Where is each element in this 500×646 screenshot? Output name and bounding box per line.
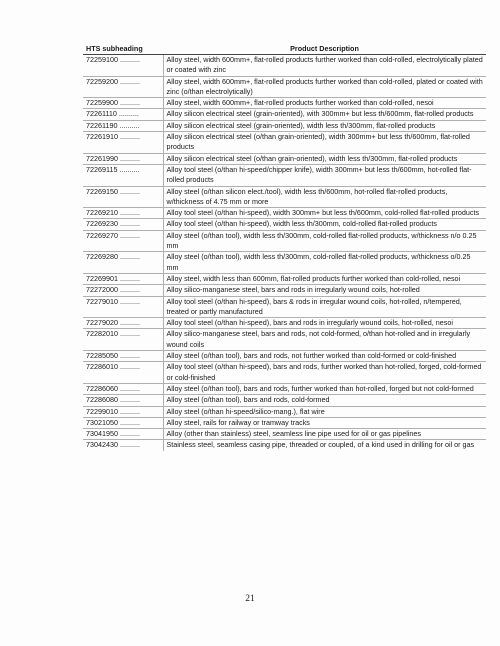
- product-description-cell: Alloy steel (o/than tool), width less th/300mm, cold-rolled flat-rolled products, w/thickness o/0.25 mm: [163, 252, 486, 274]
- table-row: [83, 318, 486, 329]
- product-description-cell: Alloy steel (o/than tool), bars and rods, cold-formed: [163, 395, 486, 406]
- product-description-cell: Alloy steel (o/than tool), width less th/300mm, cold-rolled flat-rolled products, w/thickness n/o 0.25 mm: [163, 230, 486, 252]
- table-row: [83, 440, 486, 451]
- hts-code-cell: 72269210 ..........: [83, 208, 163, 219]
- hts-code-cell: 72259100 ..........: [83, 55, 163, 77]
- product-description-cell: Alloy (other than stainless) steel, seamless line pipe used for oil or gas pipelines: [163, 429, 486, 440]
- table-row: [83, 186, 486, 208]
- table-row: [83, 98, 486, 109]
- table-row: [83, 296, 486, 318]
- table-row: [83, 76, 486, 98]
- product-description-cell: Alloy steel, width 600mm+, flat-rolled products further worked than cold-rolled, electrolytically plated or coated with zinc: [163, 55, 486, 77]
- header-product-description: Product Description: [163, 43, 486, 55]
- hts-code-cell: 72261910 ..........: [83, 132, 163, 154]
- table-row: [83, 329, 486, 351]
- product-description-cell: Alloy steel (o/than hi-speed/silico-mang.), flat wire: [163, 406, 486, 417]
- hts-table: [83, 43, 486, 451]
- hts-code-cell: 72261990 ..........: [83, 153, 163, 164]
- table-row: [83, 362, 486, 384]
- table-row: [83, 383, 486, 394]
- hts-code-cell: 73021050 ..........: [83, 417, 163, 428]
- hts-code-cell: 72261190 ..........: [83, 120, 163, 131]
- hts-code-cell: 72279020 ..........: [83, 318, 163, 329]
- table-row: [83, 252, 486, 274]
- product-description-cell: Alloy steel, width 600mm+, flat-rolled products further worked than cold-rolled, nesoi: [163, 98, 486, 109]
- hts-code-cell: 72286010 ..........: [83, 362, 163, 384]
- table-row: [83, 230, 486, 252]
- table-row: [83, 351, 486, 362]
- product-description-cell: Alloy tool steel (o/than hi-speed), width 300mm+ but less th/600mm, cold-rolled flat-rolled products: [163, 208, 486, 219]
- product-description-cell: Alloy silicon electrical steel (o/than grain-oriented), width 300mm+ but less th/600mm, flat-rolled products: [163, 132, 486, 154]
- hts-code-cell: 72269280 ..........: [83, 252, 163, 274]
- table-row: [83, 285, 486, 296]
- table-row: [83, 55, 486, 77]
- hts-code-cell: 72279010 ..........: [83, 296, 163, 318]
- table-row: [83, 153, 486, 164]
- product-description-cell: Stainless steel, seamless casing pipe, threaded or coupled, of a kind used in drilling for oil or gas: [166, 440, 475, 450]
- product-description-cell: Alloy silicon electrical steel (grain-oriented), width less th/300mm, flat-rolled products: [163, 120, 486, 131]
- hts-code-cell: 72272000 ..........: [83, 285, 163, 296]
- table-header-row: [83, 43, 486, 55]
- product-description-cell: Alloy steel, width 600mm+, flat-rolled products further worked than cold-rolled, plated or coated with zinc (o/than electrolytically): [163, 76, 486, 98]
- product-description-cell: Alloy silico-manganese steel, bars and rods in irregularly wound coils, hot-rolled: [163, 285, 486, 296]
- table-row: [83, 406, 486, 417]
- table-row: [83, 395, 486, 406]
- table-row: [83, 109, 486, 120]
- table-row: [83, 273, 486, 284]
- table-row: [83, 132, 486, 154]
- hts-code-cell: 72285050 ..........: [83, 351, 163, 362]
- hts-code-cell: 72282010 ..........: [83, 329, 163, 351]
- hts-code-cell: 73042430 ..........: [83, 440, 163, 451]
- hts-code-cell: 72299010 ..........: [83, 406, 163, 417]
- header-hts-subheading: HTS subheading: [83, 43, 163, 55]
- product-description-cell: Alloy tool steel (o/than hi-speed), bars & rods in irregular wound coils, hot-rolled, n/tempered, treated or partly manufactured: [163, 296, 486, 318]
- product-description-cell: Alloy silico-manganese steel, bars and rods, not cold-formed, o/than hot-rolled and in irregularly wound coils: [163, 329, 486, 351]
- table-row: [83, 208, 486, 219]
- table-row: [83, 164, 486, 186]
- hts-code-cell: 72286060 ..........: [83, 383, 163, 394]
- table-row: [83, 219, 486, 230]
- product-description-cell: Alloy silicon electrical steel (grain-oriented), with 300mm+ but less th/600mm, flat-rolled products: [163, 109, 486, 120]
- hts-code-cell: 72286080 ..........: [83, 395, 163, 406]
- product-description-cell: Alloy steel (o/than silicon elect./tool), width less th/600mm, hot-rolled flat-rolled products, w/thickness of 4.75 mm or more: [163, 186, 486, 208]
- page-number: 21: [245, 594, 255, 604]
- hts-code-cell: 72259200 ..........: [83, 76, 163, 98]
- table-row: [83, 429, 486, 440]
- hts-code-cell: 72269230 ..........: [83, 219, 163, 230]
- hts-code-cell: 72269150 ..........: [83, 186, 163, 208]
- table-row: [83, 120, 486, 131]
- hts-code-cell: 72269270 ..........: [83, 230, 163, 252]
- hts-code-cell: 72269901 ..........: [83, 273, 163, 284]
- hts-code-cell: 72261110 ..........: [83, 109, 163, 120]
- product-description-cell: Alloy tool steel (o/than hi-speed/chipper knife), width 300mm+ but less th/600mm, hot-rolled flat-rolled products: [163, 164, 486, 186]
- table-body: [83, 55, 486, 451]
- product-description-cell: Alloy tool steel (o/than hi-speed), bars and rods in irregularly wound coils, hot-rolled, nesoi: [163, 318, 486, 329]
- table-row: [83, 417, 486, 428]
- hts-code-cell: 72259900 ..........: [83, 98, 163, 109]
- product-description-cell: Alloy steel (o/than tool), bars and rods, further worked than hot-rolled, forged but not cold-formed: [163, 383, 486, 394]
- hts-code-cell: 73041950 ..........: [83, 429, 163, 440]
- hts-code-cell: 72269115 ..........: [83, 164, 163, 186]
- product-description-cell: Alloy tool steel (o/than hi-speed), width less th/300mm, cold-rolled flat-rolled products: [163, 219, 486, 230]
- product-description-cell: Alloy steel, rails for railway or tramway tracks: [163, 417, 486, 428]
- product-description-cell: Alloy tool steel (o/than hi-speed), bars and rods, further worked than hot-rolled, forged, cold-formed or cold-finished: [163, 362, 486, 384]
- product-description-cell: Alloy steel, width less than 600mm, flat-rolled products further worked than cold-rolled, nesoi: [163, 273, 486, 284]
- product-description-cell: Alloy steel (o/than tool), bars and rods, not further worked than cold-formed or cold-finished: [163, 351, 486, 362]
- product-description-cell: Alloy silicon electrical steel (o/than grain-oriented), width less th/300mm, flat-rolled products: [163, 153, 486, 164]
